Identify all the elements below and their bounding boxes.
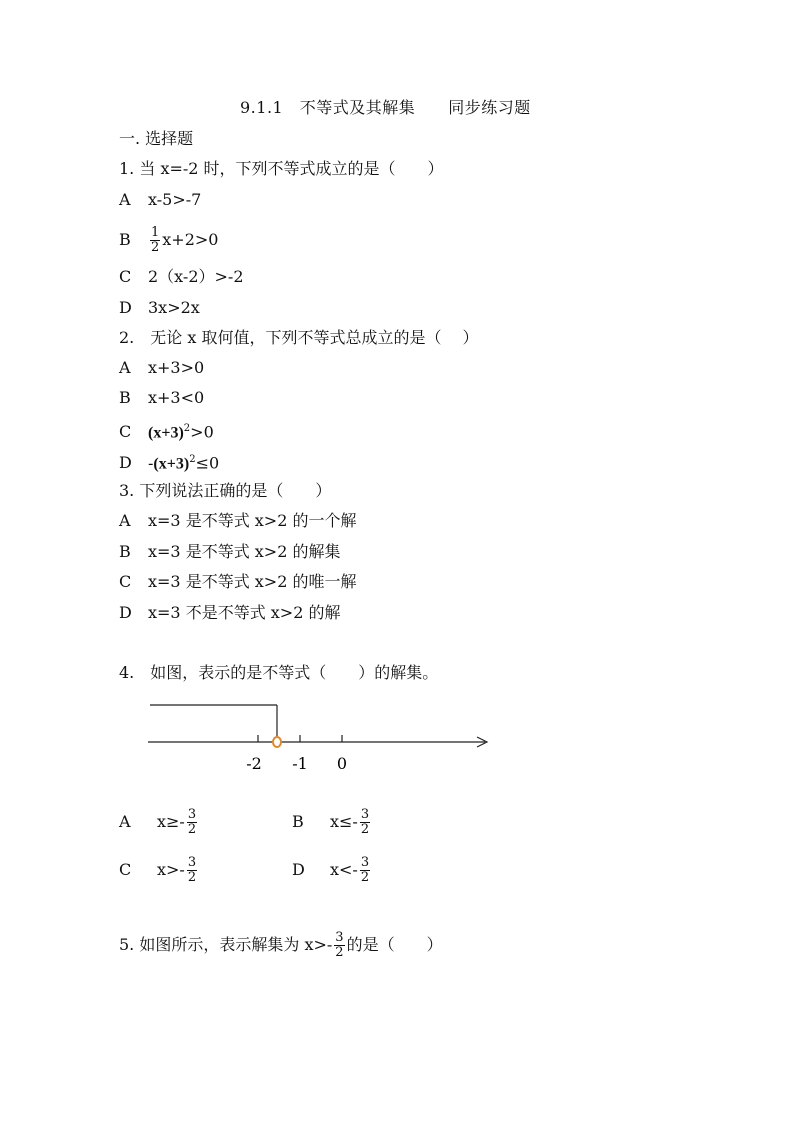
page-title: 9.1.1 不等式及其解集 同步练习题 [240,98,531,117]
option-label: C [119,422,132,442]
fraction [150,226,160,255]
question-2-stem: 2. 无论 x 取何值，下列不等式总成立的是（ ） [119,328,479,347]
fraction [334,931,344,960]
math-expression: (x+3) [153,455,190,473]
q1-option-a [119,190,201,210]
option-label: A [119,358,131,377]
fraction-numerator: 3 [187,807,197,822]
fraction-numerator: 3 [360,855,370,870]
exponent: 2 [183,423,191,434]
fraction-denominator: 2 [360,822,370,837]
option-label: B [292,812,304,831]
q4-option-a [119,808,199,837]
q2-option-b [119,388,204,408]
negative-sign: - [148,453,154,473]
option-label: C [119,267,132,286]
option-text: x≥- [157,812,185,831]
option-text: 3x>2x [148,298,200,317]
option-label: B [119,542,131,561]
relation: >0 [190,422,214,442]
option-text: x<- [330,860,358,879]
option-label: B [119,230,131,249]
q3-option-d [119,603,340,623]
option-text: x=3 不是不等式 x>2 的解 [148,603,341,622]
fraction [360,808,370,837]
option-label: C [119,860,132,879]
fraction-denominator: 2 [360,870,370,885]
fraction-numerator: 3 [187,855,197,870]
option-label: B [119,388,131,407]
question-5-text: 5. 如图所示，表示解集为 x>- [119,935,333,954]
fraction-denominator: 2 [187,870,197,885]
fraction [360,856,370,885]
q1-option-c [119,267,244,287]
option-label: A [119,511,131,530]
option-text: x+3>0 [148,358,205,377]
option-text: x=3 是不等式 x>2 的解集 [148,542,341,561]
option-label: A [119,190,131,209]
option-text: x=3 是不等式 x>2 的一个解 [148,511,357,530]
open-point-icon [273,737,281,747]
fraction [187,808,197,837]
option-text: 2（x-2）>-2 [148,267,244,286]
option-label: D [292,860,305,879]
q1-option-d [119,298,200,318]
fraction [187,856,197,885]
option-text: x≤- [330,812,358,831]
section-heading: 一. 选择题 [119,129,194,148]
number-line-figure [140,695,500,785]
option-label: A [119,812,131,831]
q3-option-b [119,542,340,562]
q3-option-a [119,511,356,531]
q2-option-c [119,419,214,443]
tick-label-0: 0 [336,754,348,773]
option-text: x>- [157,860,185,879]
fraction-numerator: 3 [360,807,370,822]
q3-option-c [119,572,356,592]
question-5-tail: 的是（ ） [346,935,443,954]
q2-option-d [119,450,219,474]
fraction-denominator: 2 [187,822,197,837]
tick-label-minus-2: -2 [246,754,262,773]
math-expression: (x+3) [148,424,184,442]
option-label: D [119,298,132,317]
option-text: x+2>0 [162,230,219,249]
option-text: x=3 是不等式 x>2 的唯一解 [148,572,357,591]
fraction-numerator: 1 [151,225,160,240]
q1-option-b [119,226,218,255]
option-label: C [119,572,132,591]
fraction-numerator: 3 [335,930,344,945]
question-3-stem: 3. 下列说法正确的是（ ） [119,481,332,500]
tick-label-minus-1: -1 [292,754,308,773]
fraction-denominator: 2 [151,240,160,255]
question-5-stem [119,931,443,960]
q4-option-c [119,856,199,885]
option-label: D [119,453,132,473]
option-text: x+3<0 [148,388,205,407]
relation: ≤0 [195,453,220,473]
option-text: x-5>-7 [148,190,202,209]
option-label: D [119,603,132,622]
q4-option-b [292,808,372,837]
question-1-stem: 1. 当 x=-2 时，下列不等式成立的是（ ） [119,159,444,178]
q4-option-d [292,856,372,885]
exponent: 2 [189,454,196,465]
q2-option-a [119,358,204,378]
question-4-stem: 4. 如图，表示的是不等式（ ）的解集。 [119,663,439,682]
fraction-denominator: 2 [335,945,344,960]
